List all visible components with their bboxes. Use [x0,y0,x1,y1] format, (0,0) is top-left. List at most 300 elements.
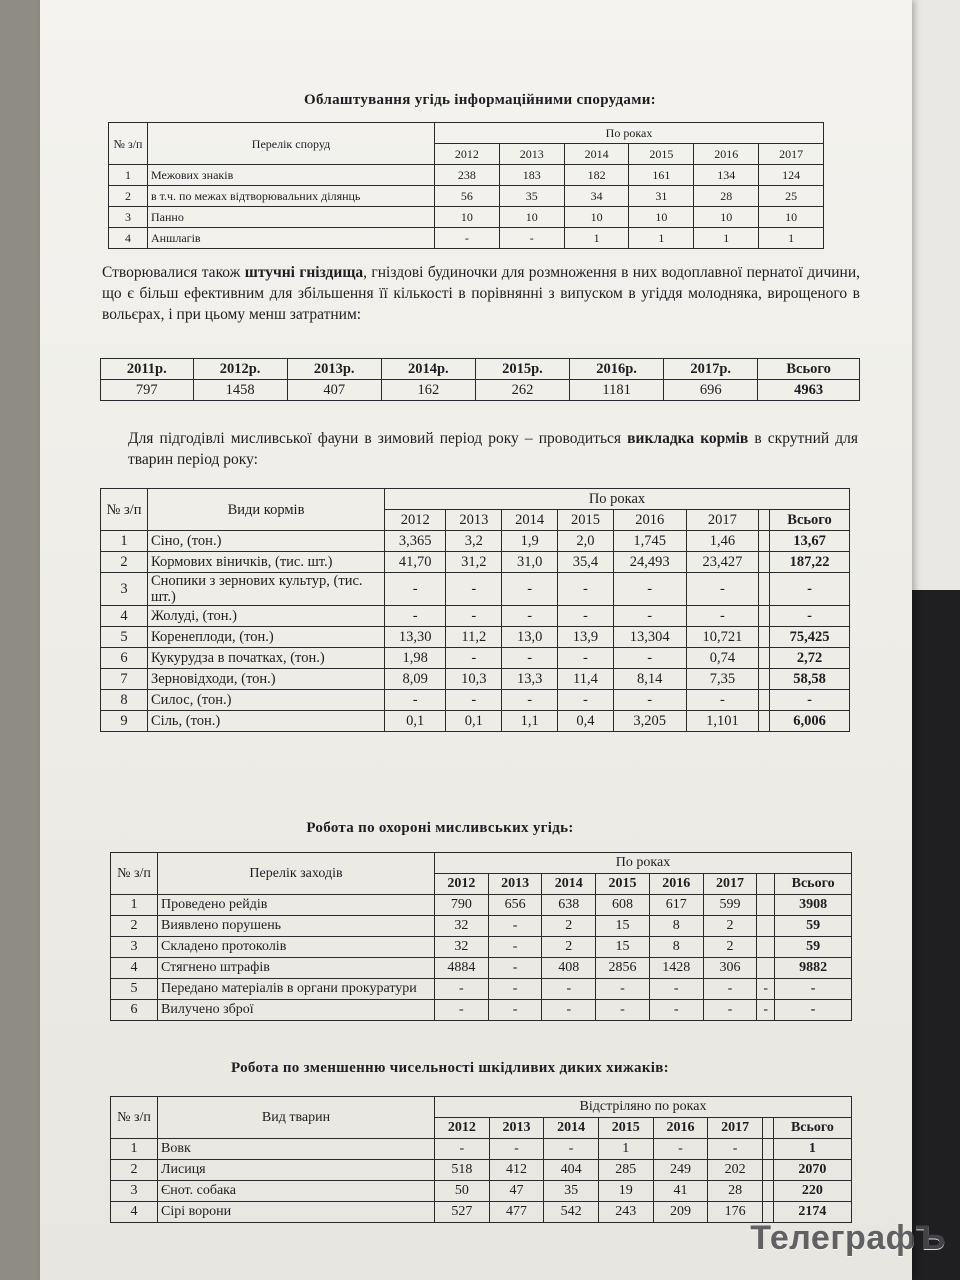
section4-title: Робота по охороні мисливських угідь: [306,820,574,836]
year-header: 2011р. [101,359,194,380]
row-number: 2 [111,1160,158,1181]
cell-value: - [488,937,542,958]
year-header: Всього [758,359,860,380]
cell-value: 7,35 [686,669,759,690]
year-header: 2016р. [570,359,664,380]
cell-value: - [435,1000,489,1021]
row-label: Виявлено порушень [158,916,435,937]
table-row [101,627,850,648]
background-dark-area [905,590,960,1280]
row-label: Єнот. собака [158,1181,435,1202]
cell-value: 15 [596,937,650,958]
cell-value [762,1160,773,1181]
row-label: Складено протоколів [158,937,435,958]
col-name-header: Види кормів [148,489,385,531]
section5-title: Робота по зменшенню чисельності шкідливих диких хижаків: [231,1060,669,1076]
cell-value: 28 [694,186,759,207]
cell-value: - [502,690,558,711]
cell-value: 209 [653,1202,708,1223]
cell-value: - [499,228,564,249]
cell-value: 2,0 [558,531,614,552]
cell-value: 11,2 [446,627,502,648]
cell-value: - [502,648,558,669]
row-number: 1 [109,165,148,186]
blank-header [757,874,775,895]
cell-value: - [708,1139,763,1160]
cell-value: 0,4 [558,711,614,732]
cell-value: 518 [435,1160,490,1181]
cell-value: 32 [435,916,489,937]
row-total: 13,67 [770,531,850,552]
cell-value: 249 [653,1160,708,1181]
cell-value: - [435,1139,490,1160]
table-row [101,531,850,552]
cell-value: 10 [629,207,694,228]
cell-value: 477 [489,1202,544,1223]
cell-value [757,895,775,916]
cell-value: 404 [544,1160,599,1181]
col-name-header: Вид тварин [158,1097,435,1139]
row-label: Стягнено штрафів [158,958,435,979]
year-header: 2015р. [475,359,569,380]
cell-value: 162 [381,380,475,401]
row-total: - [775,979,852,1000]
cell-value: 306 [703,958,757,979]
cell-value [759,669,770,690]
feed-table [100,488,850,732]
cell-value: 8 [649,916,703,937]
cell-value: - [435,228,500,249]
nests-table [100,358,860,401]
section1-title: Облаштування угідь інформаційними спорудами: [304,92,656,108]
cell-value: 2 [703,937,757,958]
row-total: 75,425 [770,627,850,648]
cell-value: 238 [435,165,500,186]
year-header: 2013р. [287,359,381,380]
cell-value: 124 [759,165,824,186]
cell-value [759,606,770,627]
paragraph-feeding-bold: викладка кормів [627,430,749,447]
cell-value [759,690,770,711]
table-row [109,207,824,228]
cell-value [759,627,770,648]
cell-value [759,648,770,669]
cell-value [759,573,770,606]
cell-value: - [502,606,558,627]
cell-value: 1,745 [613,531,686,552]
cell-value: 35,4 [558,552,614,573]
cell-value: 0,1 [446,711,502,732]
year-header: 2016 [694,144,759,165]
cell-value: - [385,690,446,711]
year-header: 2015 [629,144,694,165]
col-name-header: Перелік споруд [148,123,435,165]
cell-value: 3,365 [385,531,446,552]
cell-value: 8,09 [385,669,446,690]
year-header: 2012 [435,144,500,165]
paragraph-feeding [128,428,858,470]
row-label: Межових знаків [148,165,435,186]
cell-value: 2 [703,916,757,937]
table-row [101,573,850,606]
cell-value [759,552,770,573]
cell-value: - [653,1139,708,1160]
table-row [101,711,850,732]
cell-value: 35 [499,186,564,207]
cell-value: 19 [598,1181,653,1202]
structures-table [108,122,824,249]
row-total: - [770,690,850,711]
year-header: 2016 [649,874,703,895]
cell-value: - [757,1000,775,1021]
year-header: 2016 [653,1118,708,1139]
cell-value: - [489,1139,544,1160]
year-header: 2013 [489,1118,544,1139]
cell-value: - [703,1000,757,1021]
blank-header [759,510,770,531]
cell-value: 4963 [758,380,860,401]
cell-value: 542 [544,1202,599,1223]
row-number: 5 [101,627,148,648]
row-total: 220 [773,1181,851,1202]
total-header: Всього [770,510,850,531]
row-label: Вилучено зброї [158,1000,435,1021]
cell-value [759,531,770,552]
cell-value: 8 [649,937,703,958]
row-total: 2070 [773,1160,851,1181]
total-header: Всього [775,874,852,895]
cell-value: 656 [488,895,542,916]
cell-value: 10 [435,207,500,228]
cell-value: 3,2 [446,531,502,552]
cell-value: 4884 [435,958,489,979]
row-number: 1 [111,895,158,916]
table-row [111,1139,852,1160]
cell-value: 161 [629,165,694,186]
cell-value: - [649,979,703,1000]
row-label: Проведено рейдів [158,895,435,916]
watermark-logo: ТелеграфЪ [750,1219,946,1257]
cell-value: 24,493 [613,552,686,573]
col-years-header: По роках [435,123,824,144]
row-label: Сіно, (тон.) [148,531,385,552]
cell-value: 10 [564,207,629,228]
paragraph-nests-text-2: , гніздові будиночки для розмноження в них водоплавної пернатої дичини, що є більш ефективним для збільшення її кількості в порівнянні з випуском в угіддя молодняка, вирощеного в вольєрах, і при цьому менш затратним: [102,264,860,323]
table-row [111,1160,852,1181]
row-number: 3 [109,207,148,228]
row-total: - [770,573,850,606]
cell-value: - [435,979,489,1000]
cell-value: - [757,979,775,1000]
table-row [111,958,852,979]
paragraph-nests-bold: штучні гніздища [244,264,364,281]
row-label: Кукурудза в початках, (тон.) [148,648,385,669]
row-total: 6,006 [770,711,850,732]
year-header: 2015 [596,874,650,895]
row-total: - [775,1000,852,1021]
table-row [111,1000,852,1021]
year-header: 2014 [542,874,596,895]
row-number: 4 [111,958,158,979]
table-row [109,228,824,249]
year-header: 2013 [488,874,542,895]
col-years-header: По роках [435,853,852,874]
cell-value: 28 [708,1181,763,1202]
row-total: 59 [775,937,852,958]
year-header: 2012 [435,1118,490,1139]
cell-value: - [488,1000,542,1021]
row-number: 9 [101,711,148,732]
cell-value: 1 [759,228,824,249]
table-row [111,937,852,958]
row-label: Аншлагів [148,228,435,249]
cell-value: - [558,606,614,627]
cell-value: 1 [629,228,694,249]
cell-value: - [446,606,502,627]
cell-value: 31,0 [502,552,558,573]
cell-value: - [542,1000,596,1021]
col-num-header: № з/п [101,489,148,531]
cell-value: 176 [708,1202,763,1223]
cell-value: 10 [759,207,824,228]
row-total: 1 [773,1139,851,1160]
cell-value: 1 [694,228,759,249]
cell-value: 243 [598,1202,653,1223]
cell-value: 2856 [596,958,650,979]
cell-value: 183 [499,165,564,186]
cell-value: - [558,690,614,711]
cell-value [757,916,775,937]
year-header: 2013 [499,144,564,165]
cell-value: 32 [435,937,489,958]
cell-value: - [542,979,596,1000]
year-header: 2012 [385,510,446,531]
table-row [101,606,850,627]
col-years-header: Відстріляно по роках [435,1097,852,1118]
cell-value: - [613,606,686,627]
cell-value: 134 [694,165,759,186]
row-total: - [770,606,850,627]
cell-value: 797 [101,380,194,401]
row-number: 5 [111,979,158,1000]
cell-value: 56 [435,186,500,207]
cell-value: - [649,1000,703,1021]
cell-value: 10 [694,207,759,228]
cell-value [757,937,775,958]
row-total: 59 [775,916,852,937]
table-row [101,669,850,690]
cell-value: 13,304 [613,627,686,648]
row-label: Передано матеріалів в органи прокуратури [158,979,435,1000]
cell-value: 10 [499,207,564,228]
cell-value: - [446,690,502,711]
cell-value: 599 [703,895,757,916]
row-total: 187,22 [770,552,850,573]
year-header: 2014 [564,144,629,165]
table-row [111,895,852,916]
cell-value: 35 [544,1181,599,1202]
cell-value: 617 [649,895,703,916]
year-header: 2015 [558,510,614,531]
paragraph-nests [102,262,860,325]
col-years-header: По роках [385,489,850,510]
row-label: в т.ч. по межах відтворювальних ділянць [148,186,435,207]
cell-value: 8,14 [613,669,686,690]
year-header: 2015 [598,1118,653,1139]
cell-value: - [446,648,502,669]
year-header: 2013 [446,510,502,531]
total-header: Всього [773,1118,851,1139]
year-header: 2017 [686,510,759,531]
paragraph-nests-text-1: Створювалися також [102,264,245,281]
cell-value: 0,1 [385,711,446,732]
row-label: Сірі ворони [158,1202,435,1223]
cell-value: 13,30 [385,627,446,648]
row-number: 4 [111,1202,158,1223]
row-number: 6 [101,648,148,669]
cell-value: 182 [564,165,629,186]
cell-value: 1,46 [686,531,759,552]
year-header: 2014 [544,1118,599,1139]
cell-value: 1181 [570,380,664,401]
row-number: 3 [111,1181,158,1202]
year-header: 2014 [502,510,558,531]
cell-value [762,1181,773,1202]
cell-value: 50 [435,1181,490,1202]
row-number: 3 [101,573,148,606]
cell-value: 1,101 [686,711,759,732]
row-number: 3 [111,937,158,958]
cell-value: 1458 [193,380,287,401]
row-total: 9882 [775,958,852,979]
row-label: Панно [148,207,435,228]
cell-value [762,1139,773,1160]
cell-value: - [686,573,759,606]
year-header: 2017 [759,144,824,165]
cell-value: 407 [287,380,381,401]
cell-value: - [613,648,686,669]
row-label: Лисиця [158,1160,435,1181]
cell-value: - [446,573,502,606]
row-number: 8 [101,690,148,711]
cell-value: 11,4 [558,669,614,690]
cell-value: - [613,690,686,711]
cell-value: - [613,573,686,606]
cell-value: 2 [542,916,596,937]
cell-value: 13,9 [558,627,614,648]
cell-value: 790 [435,895,489,916]
cell-value: - [558,648,614,669]
cell-value: 25 [759,186,824,207]
cell-value: 31,2 [446,552,502,573]
cell-value: 262 [475,380,569,401]
row-number: 2 [101,552,148,573]
row-total: 58,58 [770,669,850,690]
cell-value: - [703,979,757,1000]
cell-value: 1,98 [385,648,446,669]
cell-value [759,711,770,732]
cell-value: - [385,606,446,627]
cell-value: - [558,573,614,606]
cell-value: 31 [629,186,694,207]
cell-value: 1,9 [502,531,558,552]
cell-value: 41,70 [385,552,446,573]
cell-value: 41 [653,1181,708,1202]
row-number: 4 [109,228,148,249]
year-header: 2017 [703,874,757,895]
table-row [101,690,850,711]
cell-value: 34 [564,186,629,207]
cell-value: 47 [489,1181,544,1202]
year-header: 2012р. [193,359,287,380]
row-total: 3908 [775,895,852,916]
row-label: Сіль, (тон.) [148,711,385,732]
table-row [109,186,824,207]
blank-header [762,1118,773,1139]
cell-value [757,958,775,979]
cell-value: - [488,979,542,1000]
row-label: Жолуді, (тон.) [148,606,385,627]
document-page [40,0,912,1280]
cell-value: 13,3 [502,669,558,690]
row-number: 2 [109,186,148,207]
table-row [111,916,852,937]
row-total: 2,72 [770,648,850,669]
cell-value: 10,3 [446,669,502,690]
year-header: 2014р. [381,359,475,380]
cell-value: 285 [598,1160,653,1181]
cell-value: 3,205 [613,711,686,732]
row-label: Коренеплоди, (тон.) [148,627,385,648]
cell-value: - [385,573,446,606]
row-label: Вовк [158,1139,435,1160]
row-total: 2174 [773,1202,851,1223]
row-number: 6 [111,1000,158,1021]
cell-value: 638 [542,895,596,916]
table-row [111,979,852,1000]
cell-value: - [488,916,542,937]
row-label: Силос, (тон.) [148,690,385,711]
cell-value: 1 [598,1139,653,1160]
col-name-header: Перелік заходів [158,853,435,895]
cell-value: 1428 [649,958,703,979]
cell-value: 1 [564,228,629,249]
cell-value: 202 [708,1160,763,1181]
row-number: 7 [101,669,148,690]
cell-value: - [596,1000,650,1021]
cell-value: - [488,958,542,979]
paragraph-feeding-text-1: Для підгодівлі мисливської фауни в зимовий період року – проводиться [128,430,628,447]
table-row [101,648,850,669]
col-num-header: № з/п [109,123,148,165]
cell-value: 408 [542,958,596,979]
cell-value: 13,0 [502,627,558,648]
table-row [109,165,824,186]
row-number: 1 [111,1139,158,1160]
cell-value: 527 [435,1202,490,1223]
year-header: 2017р. [664,359,758,380]
row-number: 1 [101,531,148,552]
cell-value: - [544,1139,599,1160]
cell-value: 15 [596,916,650,937]
cell-value: - [686,690,759,711]
protection-table [110,852,852,1021]
predators-table [110,1096,852,1223]
year-header: 2012 [435,874,489,895]
table-row [101,552,850,573]
cell-value: 2 [542,937,596,958]
paragraph-feeding-text-2: в скрутний для тварин період року: [128,430,859,468]
